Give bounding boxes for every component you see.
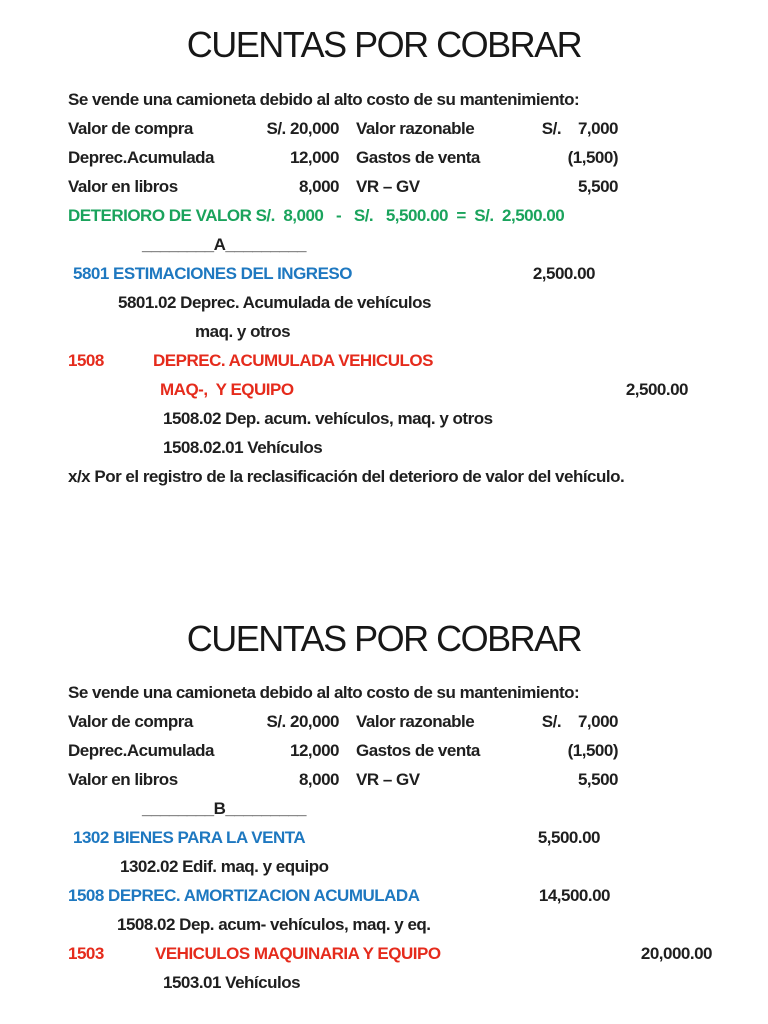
journal-subline: 1503.01 Vehículos [163,973,301,992]
journal-code: 1508 [68,351,104,370]
intro-line: Se vende una camioneta debido al alto costo de su mantenimiento: [68,683,580,702]
journal-subline: 1302.02 Edif. maq. y equipo [120,857,329,876]
journal-subline: 1508.02.01 Vehículos [163,438,323,457]
fact-label: Valor en libros [68,177,178,196]
journal-subline: 5801.02 Deprec. Acumulada de vehículos [118,293,431,312]
journal-subline: maq. y otros [195,322,291,341]
fact-label: Gastos de venta [356,741,480,760]
fact-value: S/. 20,000 [266,119,339,138]
fact-label: VR – GV [356,770,420,789]
journal-amount: 14,500.00 [538,886,610,905]
slide-a-title: CUENTAS POR COBRAR [186,24,582,65]
fact-value: 5,500 [577,177,618,196]
fact-value: (1,500) [567,148,618,167]
divider-a: ________A_________ [142,235,307,254]
divider-b: ________B_________ [142,799,307,818]
fact-value: 12,000 [290,741,339,760]
fact-value: 5,500 [577,770,618,789]
fact-value: 8,000 [298,770,339,789]
journal-line-debit: 1302 BIENES PARA LA VENTA [73,828,306,847]
journal-line-credit: DEPREC. ACUMULADA VEHICULOS [153,351,433,370]
fact-label: Valor razonable [356,119,475,138]
journal-amount: 2,500.00 [625,380,688,399]
fact-value: 8,000 [298,177,339,196]
fact-label: Deprec.Acumulada [68,741,214,760]
impairment-line: DETERIORO DE VALOR S/. 8,000 - S/. 5,500.00 = S/. 2,500.00 [68,206,565,225]
journal-gloss: x/x Por el registro de la reclasificación del deterioro de valor del vehículo. [68,467,625,486]
journal-amount: 5,500.00 [537,828,600,847]
journal-subline: 1508.02 Dep. acum. vehículos, maq. y otros [163,409,493,428]
intro-line: Se vende una camioneta debido al alto costo de su mantenimiento: [68,90,580,109]
fact-label: Gastos de venta [356,148,480,167]
journal-line-credit: MAQ-, Y EQUIPO [160,380,294,399]
journal-amount: 2,500.00 [532,264,595,283]
journal-amount: 20,000.00 [640,944,712,963]
fact-label: Valor en libros [68,770,178,789]
fact-value: S/. 20,000 [266,712,339,731]
journal-line-debit: 1508 DEPREC. AMORTIZACION ACUMULADA [68,886,420,905]
fact-value: 12,000 [290,148,339,167]
fact-label: Valor de compra [68,119,193,138]
fact-value: S/. 7,000 [541,712,618,731]
fact-label: VR – GV [356,177,420,196]
fact-label: Valor de compra [68,712,193,731]
journal-code: 1503 [68,944,104,963]
fact-label: Deprec.Acumulada [68,148,214,167]
fact-value: S/. 7,000 [541,119,618,138]
fact-label: Valor razonable [356,712,475,731]
journal-line-credit: VEHICULOS MAQUINARIA Y EQUIPO [155,944,441,963]
fact-value: (1,500) [567,741,618,760]
journal-line-debit: 5801 ESTIMACIONES DEL INGRESO [73,264,352,283]
journal-subline: 1508.02 Dep. acum- vehículos, maq. y eq. [117,915,431,934]
slide-b-title: CUENTAS POR COBRAR [186,618,582,659]
